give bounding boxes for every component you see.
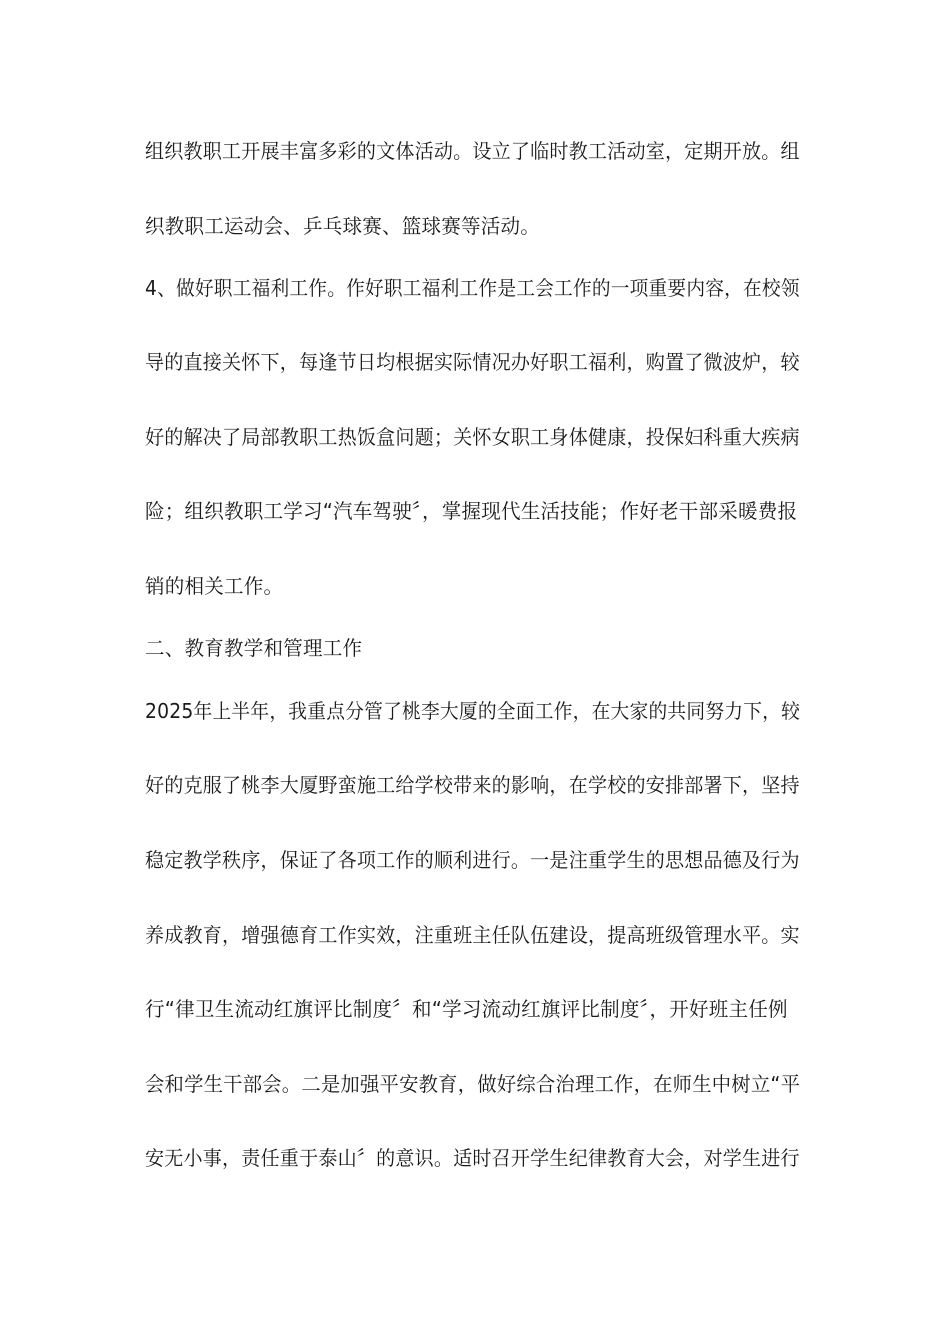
body-text-line: 销的相关工作。 — [145, 574, 284, 598]
body-text-line: 组织教职工开展丰富多彩的文体活动。设立了临时教工活动室，定期开放。组 — [145, 139, 800, 163]
paragraph-start-line: 2025年上半年，我重点分管了桃李大厦的全面工作，在大家的共同努力下，较 — [145, 699, 801, 723]
body-text-line: 织教职工运动会、乒乓球赛、篮球赛等活动。 — [145, 214, 540, 238]
body-text-line: 导的直接关怀下，每逢节日均根据实际情况办好职工福利，购置了微波炉，较 — [145, 350, 800, 374]
body-text-line: 行“律卫生流动红旗评比制度〞和“学习流动红旗评比制度〞，开好班主任例 — [145, 997, 788, 1021]
body-text-line: 会和学生干部会。二是加强平安教育，做好综合治理工作，在师生中树立“平 — [145, 1072, 801, 1096]
body-text-line: 好的解决了局部教职工热饭盒问题；关怀女职工身体健康，投保妇科重大疾病 — [145, 425, 800, 449]
body-text-line: 稳定教学秩序，保证了各项工作的顺利进行。一是注重学生的思想品德及行为 — [145, 848, 800, 872]
body-text-line: 好的克服了桃李大厦野蛮施工给学校带来的影响，在学校的安排部署下，坚持 — [145, 773, 800, 797]
section-heading: 二、教育教学和管理工作 — [145, 636, 363, 660]
body-text-line: 养成教育，增强德育工作实效，注重班主任队伍建设，提高班级管理水平。实 — [145, 923, 800, 947]
body-text-line: 安无小事，责任重于泰山〞的意识。适时召开学生纪律教育大会，对学生进行 — [145, 1146, 800, 1170]
body-text-line: 险；组织教职工学习“汽车驾驶〞，掌握现代生活技能；作好老干部采暖费报 — [145, 499, 798, 523]
numbered-paragraph-line: 4、做好职工福利工作。作好职工福利工作是工会工作的一项重要内容，在校领 — [145, 276, 800, 300]
